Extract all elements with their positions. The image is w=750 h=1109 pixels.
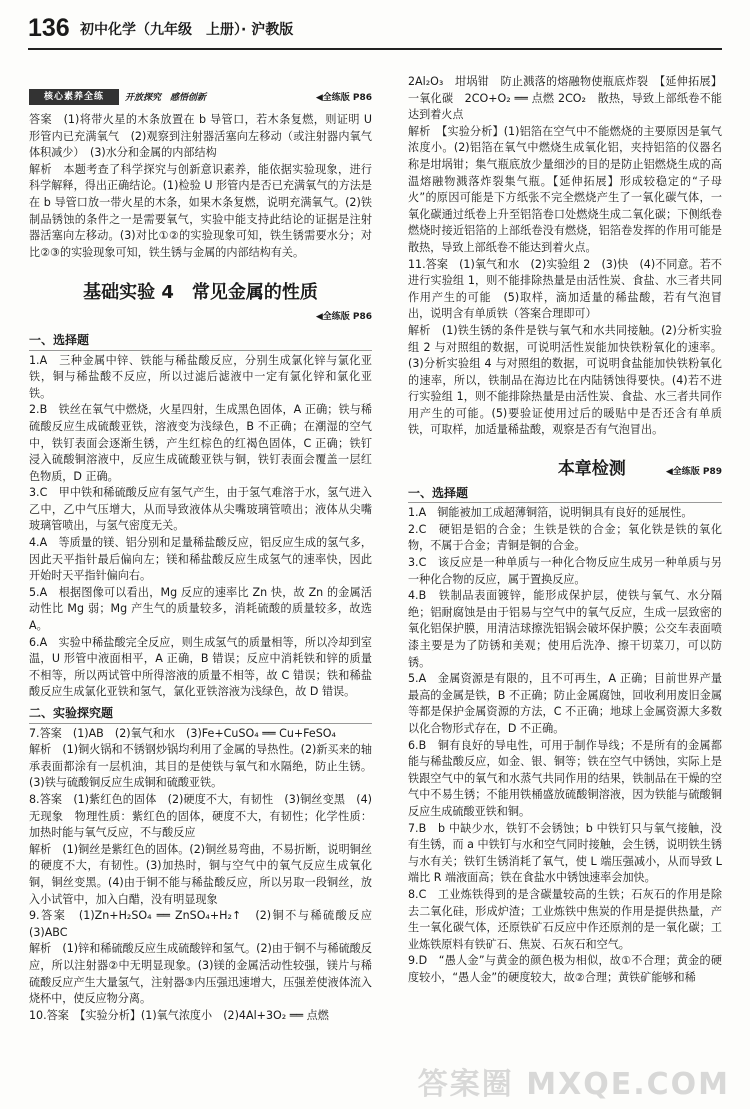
list-item: 9.答案 (1)Zn+H₂SO₄ ══ ZnSO₄+H₂↑ (2)铜不与稀硫酸反应 (3)ABC: [29, 909, 384, 939]
list-item: 4.A 等质量的镁、铝分别和足量稀盐酸反应，铝反应生成的氢气多，因此天平指针最后偏向左；镁和稀盐酸反应生成氢气的速率快，因此开始时天平指针偏向右。: [29, 536, 372, 583]
list-item: 8.C 工业炼铁得到的是含碳量较高的生铁；石灰石的作用是除去二氧化硅，形成炉渣；工业炼铁中焦炭的作用是提供热量，产生一氧化碳气体，还原铁矿石反应中作还原剂的是一氧化碳；工业炼铁原料有铁矿石、焦炭、石灰石和空气。: [408, 887, 722, 951]
left-column: [29, 80, 384, 1024]
list-item: 1.A 铜能被加工成超薄铜箔，说明铜具有良好的延展性。: [408, 506, 693, 520]
list-item: 9.D “愚人金”与黄金的颜色极为相似，故①不合理；黄金的硬度较小，“愚人金”的硬度较大，故②合理；黄铁矿能够和稀: [408, 954, 722, 984]
watermark-logo: 答案圈 MXQE.COM: [417, 1067, 730, 1102]
list-item: 2.C 硬铝是铝的合金；生铁是铁的合金；氧化铁是铁的氧化物，不属于合金；青铜是铜的合金。: [408, 522, 722, 553]
section-ref: ◀全练版 P86: [315, 312, 372, 323]
banner-ref: ◀全练版 P86: [315, 93, 372, 103]
analysis-paragraph: 解析 本题考查了科学探究与创新意识素养，能依据实验现象，进行科学解释，得出正确结论。(1)检验 U 形管内是否已充满氧气的方法是在 b 导管口放一带火星的木条，如果木条复燃，说明充满氧气。(2)铁制品锈蚀的条件之一是需要氧气，实验中能支持此结论的证据是注射器活塞向左移动。(3)对比①②的实验现象可知，铁生锈需要水分；对比②③的实验现象可知，铁生锈与金属的内部结构有关。: [29, 162, 372, 259]
list-item: 6.B 铜有良好的导电性，可用于制作导线；不是所有的金属都能与稀盐酸反应，如金、银、铜等；铁在空气中锈蚀，实际上是铁跟空气中的氧气和水蒸气共同作用的结果，铁制品在干燥的空气中不易生锈；不能用铁桶盛放硫酸铜溶液，因为铁能与硫酸铜反应生成硫酸亚铁和铜。: [408, 738, 722, 818]
chapter-ref: ◀全练版 P89: [665, 467, 722, 478]
section-heading: 一、选择题: [29, 332, 372, 351]
banner-tag: 核心素养全练: [29, 89, 119, 105]
list-item: 解析 (1)铁生锈的条件是铁与氧气和水共同接触。(2)分析实验组 2 与对照组的数据，可说明活性炭能加快铁粉氧化的速率。(3)分析实验组 4 与对照组的数据，可说明食盐能加快铁粉氧化的速率，所以，铁制品在海边比在内陆锈蚀得要快。(4)若不进行实验组 1，则不能排除热量是由活性炭、食盐、水三者共同作用产生的可能。(5)要验证使用过后的暖贴中是否还含有单质铁，可取样，加适量稀盐酸，观察是否有气泡冒出。: [408, 323, 722, 437]
list-item: 11.答案 (1)氧气和水 (2)实验组 2 (3)快 (4)不同意。若不进行实验组 1，则不能排除热量是由活性炭、食盐、水三者共同作用产生的可能 (5)取样，滴加适量的稀盐酸，若有气泡冒出，说明含有单质铁（答案合理即可）: [408, 257, 722, 321]
list-item: 8.答案 (1)紫红色的固体 (2)硬度不大，有韧性 (3)铜丝变黑 (4)无现象 物理性质：紫红色的固体，硬度不大，有韧性；化学性质：加热时能与氧气反应，不与酸反应: [29, 792, 372, 840]
answer-paragraph: 答案 (1)将带火星的木条放置在 b 导管口，若木条复燃，则证明 U 形管内已充满氧气 (2)观察到注射器活塞向左移动（或注射器内氧气体积减少） (3)水分和金属的内部结构: [29, 113, 372, 160]
list-item: 3.C 甲中铁和稀硫酸反应有氢气产生，由于氢气难溶于水，氢气进入乙中，乙中气压增大，从而导致液体从尖嘴玻璃管喷出；液体从尖嘴玻璃管喷出，与氢气密度无关。: [29, 486, 372, 533]
chapter-title-block: [408, 461, 722, 481]
list-item: 7.答案 (1)AB (2)氧气和水 (3)Fe+CuSO₄ ══ Cu+FeSO₄: [29, 726, 336, 740]
core-banner: [29, 88, 372, 108]
pointer-icon: ◀: [665, 467, 673, 478]
list-item: 7.B b 中缺少水，铁钉不会锈蚀；b 中铁钉只与氧气接触，没有生锈，而 a 中铁钉与水和空气同时接触，会生锈，说明铁生锈与水有关；铁钉生锈消耗了氧气，使 L 端压强减小，从而导致 L 端比 R 端液面高；铁在食盐水中锈蚀速率会加快。: [408, 821, 722, 885]
list-item: 2Al₂O₃ 坩埚钳 防止溅落的熔融物使瓶底炸裂 【延伸拓展】一氧化碳 2CO+O₂ ══ 点燃 2CO₂ 散热，导致上部纸卷不能达到着火点: [408, 75, 722, 122]
list-item: 3.C 该反应是一种单质与一种化合物反应生成另一种单质与另一种化合物的反应，属于置换反应。: [408, 556, 722, 586]
list-item: 5.A 金属资源是有限的，且不可再生，A 正确；目前世界产量最高的金属是铁，B 不正确；防止金属腐蚀，回收利用废旧金属等都是保护金属资源的方法，C 不正确；地球上金属资源大多数以化合物形式存在，D 不正确。: [408, 672, 722, 735]
list-item: 解析 【实验分析】(1)铝箔在空气中不能燃烧的主要原因是氧气浓度小。(2)铝箔在氧气中燃烧生成氧化铝，夹持铝箔的仪器名称是坩埚钳；集气瓶底放少量细沙的目的是防止铝燃烧生成的高温熔融物溅落炸裂集气瓶。【延伸拓展】形成较稳定的“子母火”的原因可能是下方纸张不完全燃烧产生了一氧化碳气体，一氧化碳通过纸卷上升至铝箔卷口处燃烧生成二氧化碳；下侧纸卷燃烧时接近铝箔的上部纸卷没有燃烧，铝箔卷发挥的作用可能是散热，导致上部纸卷不能达到着火点。: [408, 124, 722, 254]
list-item: 5.A 根据图像可以看出，Mg 反应的速率比 Zn 快，故 Zn 的金属活动性比 Mg 弱；Mg 产生气的质量较多，消耗硫酸的质量较多，故选 A。: [29, 585, 372, 633]
section-heading: 二、实验探究题: [29, 705, 372, 724]
pointer-icon: ◀: [315, 312, 323, 323]
list-item: 解析 (1)铜火锅和不锈钢炒锅均利用了金属的导热性。(2)新买来的轴承表面都涂有一层机油，其目的是使铁与氧气和水隔绝，防止生锈。(3)铁与硫酸铜反应生成铜和硫酸亚铁。: [29, 743, 372, 790]
list-item: 解析 (1)锌和稀硫酸反应生成硫酸锌和氢气。(2)由于铜不与稀硫酸反应，所以注射器②中无明显现象。(3)镁的金属活动性较强，镁片与稀硫酸反应产生大量氢气，注射器③内压强迅速增大，压强差使液体流入烧杯中，使反应物分离。: [29, 942, 372, 1006]
list-item: 10.答案 【实验分析】(1)氧气浓度小 (2)4Al+3O₂ ══ 点燃: [29, 1008, 329, 1022]
list-item: 解析 (1)铜丝是紫红色的固体。(2)铜丝易弯曲，不易折断，说明铜丝的硬度不大，有韧性。(3)加热时，铜与空气中的氧气反应生成氧化铜，铜丝变黑。(4)由于铜不能与稀盐酸反应，所以另取一段铜丝，放入小试管中，加入白醋，没有明显现象: [29, 842, 372, 906]
pointer-icon: ◀: [315, 93, 323, 103]
list-item: 4.B 铁制品表面镀锌，能形成保护层，使铁与氧气、水分隔绝；铝耐腐蚀是由于铝易与空气中的氧气反应，生成一层致密的氧化铝保护膜，用清洁球擦洗铝锅会破坏保护膜；公交车表面喷漆主要是为了防锈和美观；使用后洗净、擦干切菜刀，可以防锈。: [408, 589, 722, 669]
list-item: 1.A 三种金属中锌、铁能与稀盐酸反应，分别生成氯化锌与氯化亚铁，铜与稀盐酸不反应，所以过滤后滤液中一定有氯化锌和氯化亚铁。: [29, 353, 372, 400]
list-item: 2.B 铁丝在氧气中燃烧，火星四射，生成黑色固体，A 正确；铁与稀硫酸反应生成硫酸亚铁，溶液变为浅绿色，B 不正确；在潮湿的空气中，铁钉表面会逐渐生锈，产生红棕色的红褐色固体，C 正确；铁钉浸入硫酸铜溶液中，反应生成硫酸亚铁与铜，铁钉表面会覆盖一层红色物质，D 正确。: [29, 403, 372, 483]
banner-subtitle: 开放探究 感悟创新: [125, 93, 207, 103]
right-column: [408, 74, 722, 986]
section-title: 基础实验 4 常见金属的性质: [83, 282, 318, 304]
book-title: 初中化学（九年级 上册）· 沪教版: [80, 22, 294, 38]
chapter-title: 本章检测: [557, 459, 626, 480]
header-rule: [28, 48, 722, 50]
section-heading: 一、选择题: [408, 485, 722, 504]
list-item: 6.A 实验中稀盐酸完全反应，则生成氢气的质量相等，所以冷却到室温，U 形管中液面相平，A 正确，B 错误；反应中消耗铁和锌的质量不相等，所以两试管中所得溶液的质量不相等，故 C 错误；铁和稀盐酸反应生成氯化亚铁和氢气，氯化亚铁溶液为浅绿色，故 D 错误。: [29, 635, 372, 699]
page-header: [28, 14, 722, 58]
page-number: 136: [28, 14, 70, 42]
